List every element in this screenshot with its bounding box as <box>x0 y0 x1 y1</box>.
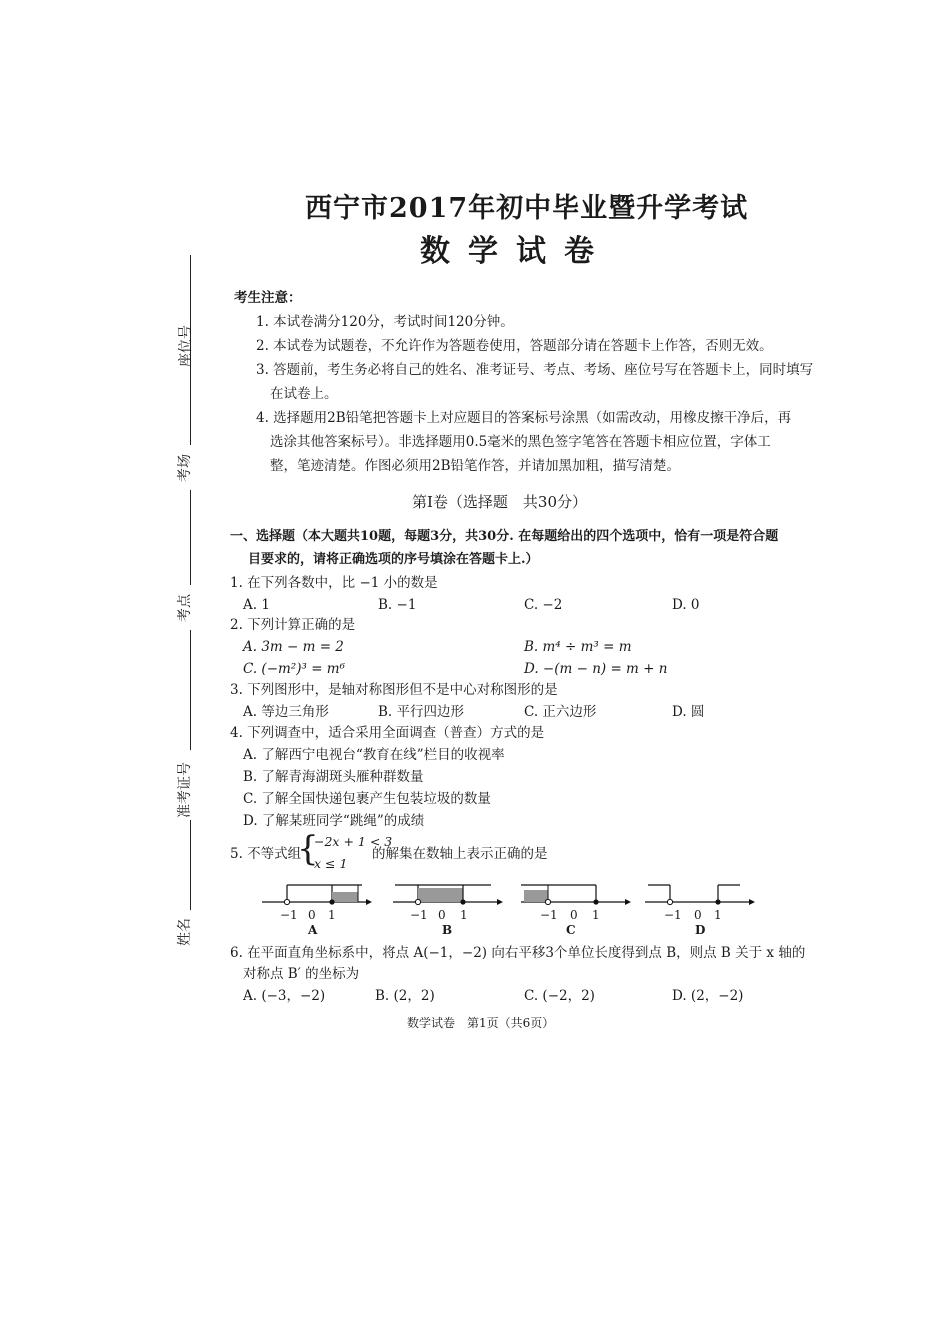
part-one-heading: 一、选择题（本大题共10题，每题3分，共30分. 在每题给出的四个选项中，恰有一项是符合题 <box>230 529 779 544</box>
question-2-option-a: A. 3m − m = 2 <box>243 639 344 655</box>
question-6-option-c: C. (−2，2) <box>524 988 595 1004</box>
question-3-option-c: C. 正六边形 <box>524 704 597 720</box>
number-line-a <box>262 880 372 914</box>
tick-label: 0 <box>308 908 316 922</box>
question-4-option-b: B. 了解青海湖斑头雁种群数量 <box>243 769 424 785</box>
question-1-option-d: D. 0 <box>672 597 700 613</box>
question-5-stem-prefix: 5. 不等式组 <box>230 846 302 862</box>
question-1-stem: 1. 在下列各数中，比 −1 小的数是 <box>230 575 438 591</box>
number-line-label-a: A <box>308 923 318 937</box>
question-1-option-b: B. −1 <box>378 597 417 613</box>
question-6-option-a: A. (−3，−2) <box>243 988 326 1004</box>
page-footer: 数学试卷 第1页（共6页） <box>407 1016 555 1030</box>
tick-label: 0 <box>694 908 702 922</box>
inequality-1: −2x + 1 < 3 <box>314 834 393 849</box>
tick-label: −1 <box>280 908 298 922</box>
question-2-stem: 2. 下列计算正确的是 <box>230 617 356 633</box>
inequality-brace: { <box>297 829 319 869</box>
question-3-option-d: D. 圆 <box>672 704 705 720</box>
tick-label: −1 <box>540 908 558 922</box>
question-2-option-c: C. (−m²)³ = m⁶ <box>243 661 346 677</box>
question-3-option-b: B. 平行四边形 <box>378 704 465 720</box>
exam-room-label: 考场 <box>177 454 193 482</box>
question-4-option-d: D. 了解某班同学“跳绳”的成绩 <box>243 813 425 829</box>
question-3-option-a: A. 等边三角形 <box>243 704 329 720</box>
notice-item: 1. 本试卷满分120分，考试时间120分钟。 <box>256 314 514 330</box>
page-subtitle: 数学试卷 <box>420 234 612 269</box>
seat-number-label: 座位号 <box>178 325 194 367</box>
notice-item: 选涂其他答案标号）。非选择题用0.5毫米的黑色签字笔答在答题卡相应位置，字体工 <box>270 434 771 450</box>
number-line-label-b: B <box>442 923 453 937</box>
question-6-option-b: B. (2，2) <box>375 988 435 1004</box>
notice-item: 3. 答题前，考生务必将自己的姓名、准考证号、考点、考场、座位号写在答题卡上，同时填写 <box>256 362 814 378</box>
question-4-option-a: A. 了解西宁电视台“教育在线”栏目的收视率 <box>243 747 505 763</box>
name-label: 姓名 <box>177 918 193 946</box>
tick-label: 1 <box>714 908 722 922</box>
tick-label: 1 <box>328 908 336 922</box>
admission-number-label: 准考证号 <box>177 762 193 818</box>
question-6-option-d: D. (2，−2) <box>672 988 744 1004</box>
question-1-option-c: C. −2 <box>524 597 563 613</box>
number-line-label-d: D <box>695 923 706 937</box>
notice-heading: 考生注意： <box>234 290 302 306</box>
tick-label: −1 <box>410 908 428 922</box>
question-3-stem: 3. 下列图形中，是轴对称图形但不是中心对称图形的是 <box>230 682 558 698</box>
inequality-2: x ≤ 1 <box>314 856 348 871</box>
page-title: 西宁市2017年初中毕业暨升学考试 <box>305 193 749 224</box>
notice-item: 2. 本试卷为试题卷，不允许作为答题卷使用，答题部分请在答题卡上作答，否则无效。 <box>256 338 773 354</box>
tick-label: 1 <box>592 908 600 922</box>
question-6-stem-cont: 对称点 B′ 的坐标为 <box>243 966 360 982</box>
exam-site-label: 考点 <box>177 594 193 622</box>
number-line-label-c: C <box>566 923 576 937</box>
notice-item: 在试卷上。 <box>270 386 338 402</box>
question-6-stem: 6. 在平面直角坐标系中，将点 A(−1，−2) 向右平移3个单位长度得到点 B，则点 B 关于 x 轴的 <box>230 945 806 961</box>
question-4-stem: 4. 下列调查中，适合采用全面调查（普查）方式的是 <box>230 725 545 741</box>
tick-label: 0 <box>438 908 446 922</box>
part-one-heading-cont: 目要求的，请将正确选项的序号填涂在答题卡上.） <box>248 552 539 567</box>
tick-label: 1 <box>460 908 468 922</box>
question-2-option-b: B. m⁴ ÷ m³ = m <box>524 639 632 655</box>
tick-label: −1 <box>664 908 682 922</box>
tick-label: 0 <box>570 908 578 922</box>
question-1-option-a: A. 1 <box>243 597 270 613</box>
section-title: 第Ⅰ卷（选择题 共30分） <box>412 493 588 511</box>
question-5-stem-suffix: 的解集在数轴上表示正确的是 <box>372 846 548 862</box>
question-4-option-c: C. 了解全国快递包裹产生包装垃圾的数量 <box>243 791 491 807</box>
question-2-option-d: D. −(m − n) = m + n <box>524 661 668 677</box>
notice-item: 4. 选择题用2B铅笔把答题卡上对应题目的答案标号涂黑（如需改动，用橡皮擦干净后，再 <box>256 410 792 426</box>
notice-item: 整，笔迹清楚。作图必须用2B铅笔作答，并请加黑加粗，描写清楚。 <box>270 458 681 474</box>
